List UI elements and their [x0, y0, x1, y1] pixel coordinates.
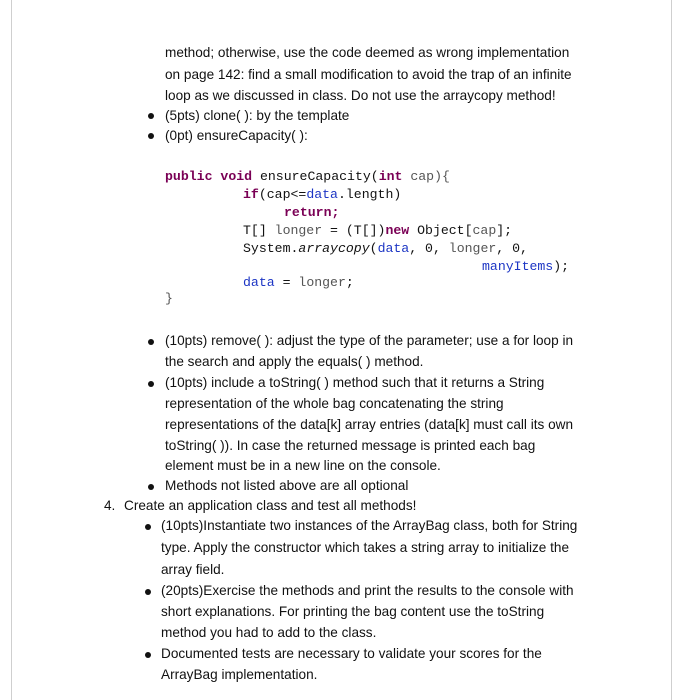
code-line-2: if(cap<=data.length)	[243, 187, 402, 202]
bullet-dot	[145, 652, 151, 658]
code-line-1: public void ensureCapacity(int cap){	[165, 169, 450, 184]
code-line-3: return;	[284, 205, 340, 220]
exercise-line-1: (20pts)Exercise the methods and print the results to the console with	[161, 583, 574, 598]
exercise-line-2: short explanations. For printing the bag content use the toString	[161, 604, 545, 619]
intro-line-3: loop as we discussed in class. Do not use the arraycopy method!	[165, 88, 556, 103]
bullet-dot	[148, 381, 154, 387]
bullet-dot	[148, 484, 154, 490]
bullet-ensure-capacity: (0pt) ensureCapacity( ):	[165, 128, 308, 143]
bullet-dot	[148, 113, 154, 119]
code-line-4: T[] longer = (T[])new Object[cap];	[243, 223, 513, 238]
bullet-clone: (5pts) clone( ): by the template	[165, 108, 350, 123]
tostring-line-3: representations of the data[k] array entries (data[k] must call its own	[165, 417, 574, 432]
tostring-line-2: representation of the whole bag concatenating the string	[165, 396, 504, 411]
documented-line-1: Documented tests are necessary to validate your scores for the	[161, 646, 542, 661]
bullet-dot	[148, 133, 154, 139]
exercise-line-3: method you had to add to the class.	[161, 625, 377, 640]
instantiate-line-3: array field.	[161, 562, 225, 577]
code-line-5: System.arraycopy(data, 0, longer, 0,	[243, 241, 528, 256]
bullet-dot	[145, 524, 151, 530]
list-number-4: 4.	[104, 498, 116, 513]
intro-line-1: method; otherwise, use the code deemed as wrong implementation	[165, 45, 570, 60]
instantiate-line-2: type. Apply the constructor which takes a string array to initialize the	[161, 540, 570, 555]
bullet-dot	[145, 589, 151, 595]
code-close-brace: }	[165, 291, 173, 306]
tostring-line-4: toString( )). In case the returned message is printed each bag	[165, 438, 536, 453]
bullet-dot	[148, 339, 154, 345]
code-line-6: manyItems);	[482, 259, 570, 274]
remove-line-1: (10pts) remove( ): adjust the type of the parameter; use a for loop in	[165, 333, 574, 348]
code-line-7: data = longer;	[243, 275, 354, 290]
remove-line-2: the search and apply the equals( ) method.	[165, 354, 424, 369]
bullet-optional: Methods not listed above are all optional	[165, 478, 409, 493]
tostring-line-1: (10pts) include a toString( ) method such that it returns a String	[165, 375, 545, 390]
item4-text: Create an application class and test all methods!	[124, 498, 417, 513]
tostring-line-5: element must be in a new line on the console.	[165, 458, 441, 473]
instantiate-line-1: (10pts)Instantiate two instances of the ArrayBag class, both for String	[161, 518, 578, 533]
intro-line-2: on page 142: find a small modification to avoid the trap of an infinite	[165, 67, 572, 82]
documented-line-2: ArrayBag implementation.	[161, 667, 318, 682]
